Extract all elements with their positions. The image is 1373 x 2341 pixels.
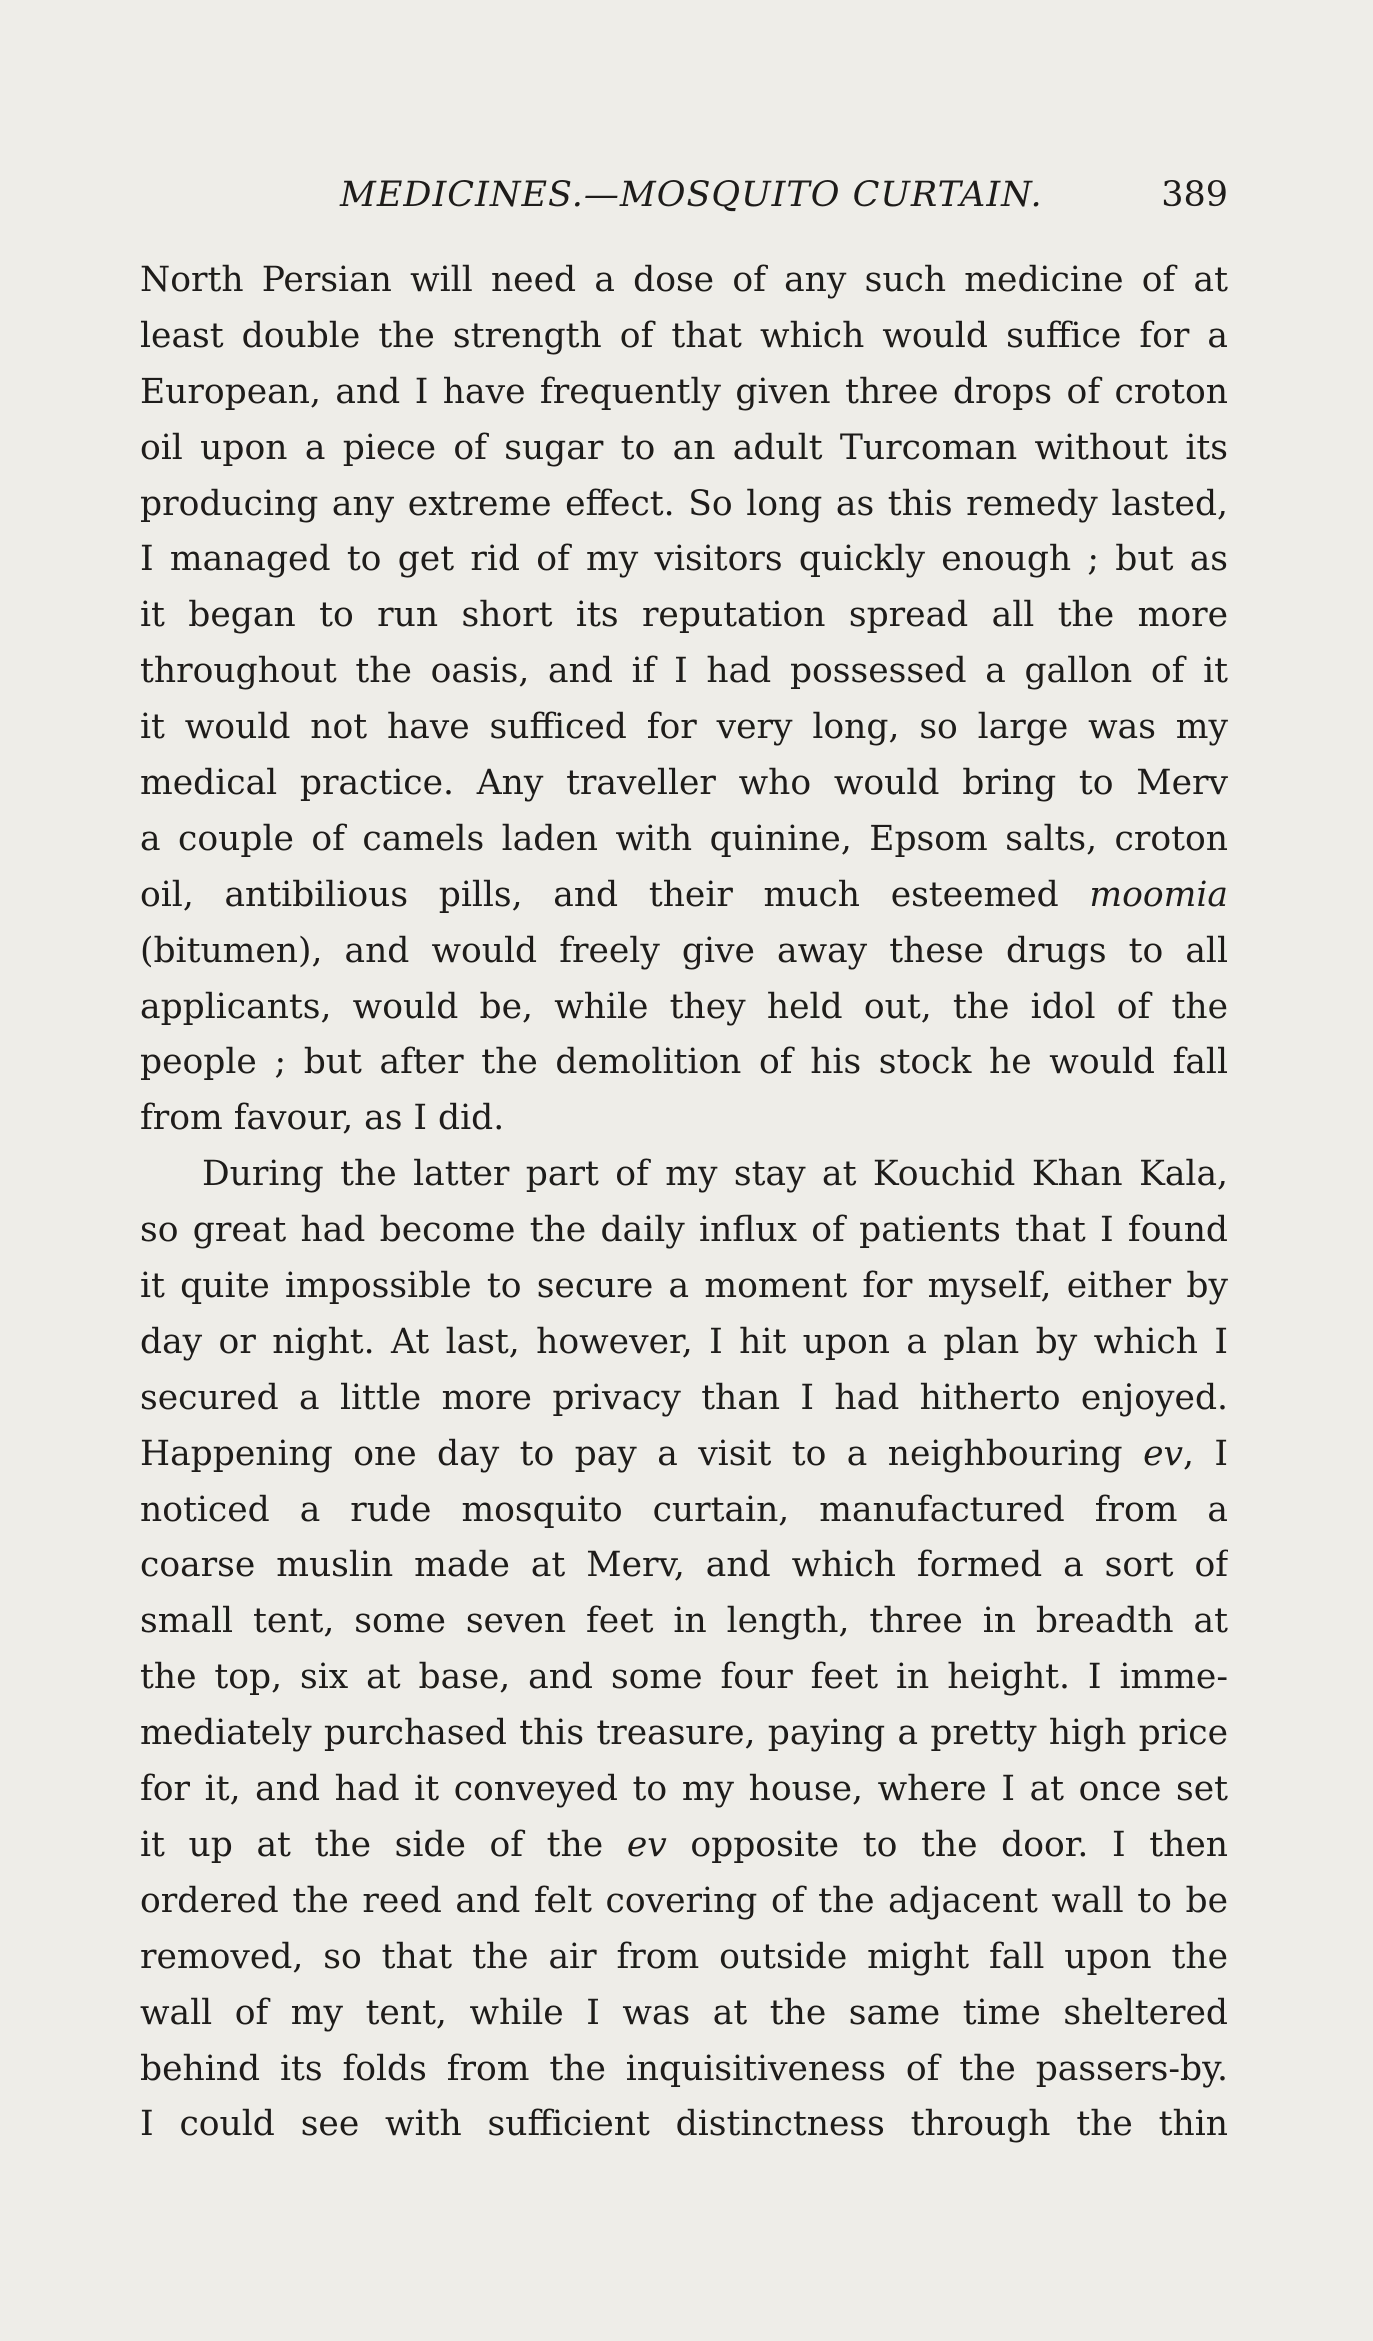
text-line: noticed a rude mosquito curtain, manufactured from a (140, 1489, 1228, 1530)
text-line: secured a little more privacy than I had hitherto enjoyed. (140, 1377, 1228, 1418)
text-line: applicants, would be, while they held out, the idol of the (140, 986, 1228, 1027)
text-line: I managed to get rid of my visitors quickly enough ; but as (140, 539, 1228, 580)
text-line: throughout the oasis, and if I had possessed a gallon of it (140, 651, 1228, 692)
text-line: Happening one day to pay a visit to a neighbouring ev, I (140, 1433, 1228, 1474)
text-line: European, and I have frequently given three drops of croton (140, 371, 1228, 412)
text-line: from favour, as I did. (140, 1098, 505, 1139)
text-line: oil, antibilious pills, and their much esteemed moomia (140, 874, 1228, 915)
italic-term: moomia (1089, 874, 1228, 915)
text-line: it up at the side of the ev opposite to the door. I then (140, 1824, 1228, 1865)
text-line: least double the strength of that which would suffice for a (140, 315, 1228, 356)
running-head (140, 170, 1228, 220)
text-line: people ; but after the demolition of his stock he would fall (140, 1042, 1228, 1083)
text-line: behind its folds from the inquisitiveness of the passers-by. (140, 2048, 1228, 2089)
text-line: coarse muslin made at Merv, and which formed a sort of (140, 1545, 1228, 1586)
text-line: for it, and had it conveyed to my house, where I at once set (140, 1769, 1228, 1810)
paragraph (140, 253, 1228, 1147)
text-line: it began to run short its reputation spread all the more (140, 595, 1228, 636)
text-line: day or night. At last, however, I hit upon a plan by which I (140, 1321, 1228, 1362)
text-line: it quite impossible to secure a moment for myself, either by (140, 1266, 1228, 1307)
text-line: oil upon a piece of sugar to an adult Turcoman without its (140, 427, 1228, 468)
text-line: the top, six at base, and some four feet in height. I imme- (140, 1657, 1228, 1698)
text-line: it would not have sufficed for very long, so large was my (140, 707, 1228, 748)
text-line: wall of my tent, while I was at the same time sheltered (140, 1992, 1228, 2033)
text-line: North Persian will need a dose of any such medicine of at (140, 260, 1228, 300)
paragraph (140, 1147, 1228, 2153)
italic-term: ev (626, 1824, 667, 1865)
text-line: During the latter part of my stay at Kouchid Khan Kala, (202, 1154, 1228, 1195)
text-line: producing any extreme effect. So long as this remedy lasted, (140, 483, 1228, 524)
text-line: (bitumen), and would freely give away these drugs to all (140, 930, 1228, 971)
text-line: ordered the reed and felt covering of the adjacent wall to be (140, 1880, 1228, 1921)
text-line: small tent, some seven feet in length, three in breadth at (140, 1601, 1228, 1642)
text-line: I could see with sufficient distinctness through the thin (140, 2104, 1228, 2145)
italic-term: ev (1143, 1433, 1183, 1474)
text-line: mediately purchased this treasure, paying a pretty high price (140, 1713, 1228, 1754)
running-title: MEDICINES.—MOSQUITO CURTAIN. (340, 175, 1043, 215)
text-line: a couple of camels laden with quinine, Epsom salts, croton (140, 818, 1228, 859)
body-text (140, 253, 1228, 2153)
text-line: so great had become the daily influx of patients that I found (140, 1210, 1228, 1251)
text-line: medical practice. Any traveller who would bring to Merv (140, 763, 1228, 804)
page-number: 389 (1161, 175, 1228, 215)
text-line: removed, so that the air from outside might fall upon the (140, 1936, 1228, 1977)
